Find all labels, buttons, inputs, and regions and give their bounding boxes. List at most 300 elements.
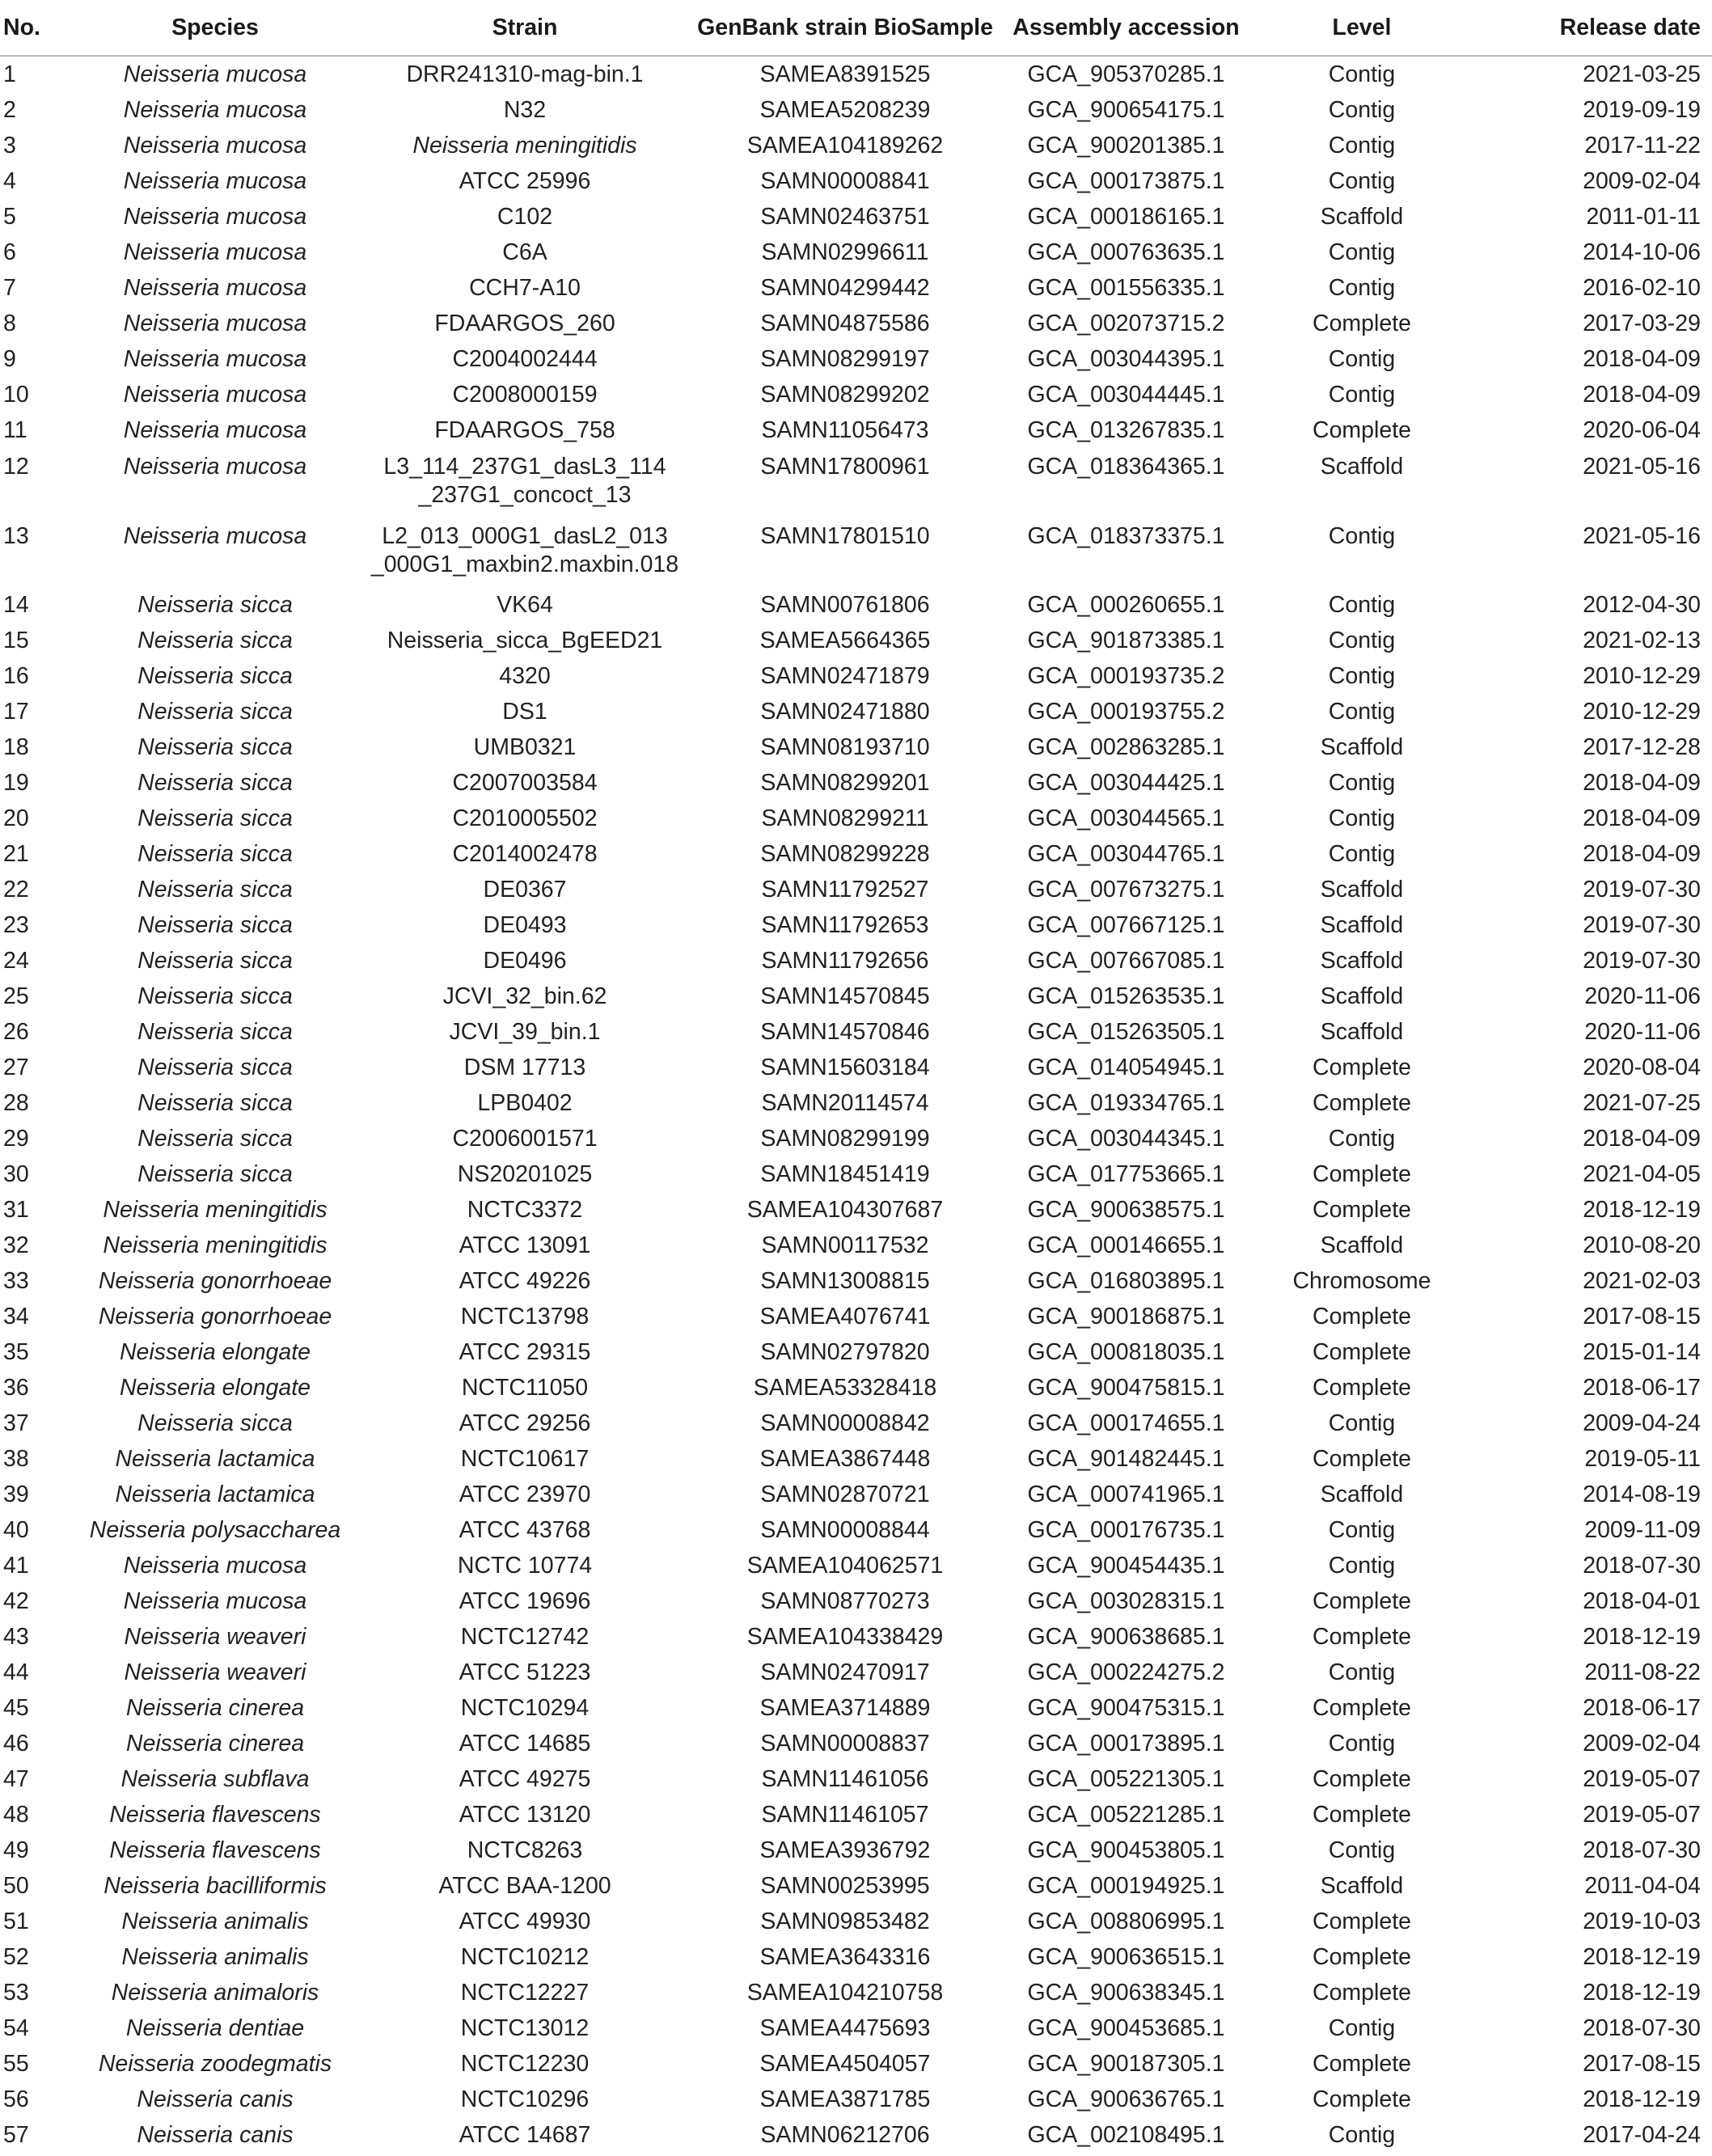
cell-species: Neisseria sicca [137,983,293,1009]
table-row [0,801,1712,836]
cell-no: 53 [3,1979,29,2006]
cell-biosample: SAMEA5208239 [759,96,931,123]
cell-release-date: 2018-06-17 [1583,1374,1701,1401]
cell-strain: NCTC10617 [460,1445,590,1472]
cell-no: 21 [3,840,29,867]
cell-strain: DE0496 [483,947,567,974]
cell-level: Contig [1328,662,1396,689]
cell-assembly-accession: GCA_000173875.1 [1027,167,1225,194]
cell-release-date: 2021-02-03 [1583,1267,1701,1294]
table-row [0,979,1712,1014]
table-row [0,1939,1712,1975]
cell-assembly-accession: GCA_015263535.1 [1027,983,1225,1009]
header-species: Species [71,0,359,56]
table-row [0,2082,1712,2117]
cell-biosample: SAMEA3643316 [759,1943,931,1970]
table-row [0,658,1712,694]
cell-species: Neisseria mucosa [123,1552,307,1579]
cell-species: Neisseria mucosa [123,416,307,443]
cell-release-date: 2016-02-10 [1583,274,1701,301]
cell-no: 57 [3,2121,29,2148]
table-row [0,587,1712,623]
cell-species: Neisseria gonorrhoeae [98,1303,332,1330]
cell-strain: ATCC 14687 [459,2121,591,2148]
cell-biosample: SAMN11056473 [761,416,929,443]
cell-level: Contig [1328,769,1396,796]
header-assembly-accession: Assembly accession [1000,0,1253,56]
cell-strain: ATCC 14685 [459,1730,591,1757]
table-row [0,306,1712,341]
cell-release-date: 2019-07-30 [1583,911,1701,938]
cell-strain: ATCC 29315 [459,1338,591,1365]
cell-no: 11 [3,416,27,443]
table-row [0,56,1712,92]
cell-level: Contig [1328,1410,1396,1436]
cell-assembly-accession: GCA_019334765.1 [1027,1089,1225,1116]
cell-biosample: SAMN11792653 [761,911,929,938]
cell-assembly-accession: GCA_000741965.1 [1027,1481,1225,1507]
cell-assembly-accession: GCA_901873385.1 [1027,627,1225,653]
cell-level: Contig [1328,840,1396,867]
cell-no: 26 [3,1018,29,1045]
cell-no: 37 [3,1410,29,1436]
cell-species: Neisseria canis [137,2121,294,2148]
cell-biosample: SAMN08299201 [760,769,930,796]
table-row [0,623,1712,658]
cell-biosample: SAMN02470917 [760,1659,930,1685]
cell-release-date: 2021-05-16 [1583,454,1701,480]
cell-release-date: 2019-10-03 [1583,1908,1701,1934]
cell-assembly-accession: GCA_900638575.1 [1027,1196,1225,1223]
cell-strain: C2006001571 [452,1125,598,1152]
cell-level: Contig [1328,805,1396,831]
cell-level: Contig [1328,61,1396,87]
cell-species: Neisseria mucosa [123,523,307,549]
cell-strain: NCTC11050 [461,1374,589,1401]
cell-no: 12 [3,454,29,480]
cell-level: Complete [1313,1303,1411,1330]
cell-biosample: SAMEA4475693 [759,2014,931,2041]
cell-level: Complete [1313,1374,1411,1401]
cell-strain: N32 [503,96,547,123]
cell-level: Complete [1313,1943,1411,1970]
cell-no: 40 [3,1516,29,1543]
cell-release-date: 2018-12-19 [1583,1623,1701,1650]
cell-release-date: 2014-10-06 [1583,239,1701,265]
cell-biosample: SAMN08299197 [760,345,930,372]
cell-species: Neisseria sicca [137,876,293,903]
cell-level: Complete [1313,1908,1411,1934]
cell-level: Complete [1313,1054,1411,1080]
cell-strain [359,518,691,587]
cell-release-date: 2017-11-22 [1584,132,1701,159]
cell-species: Neisseria mucosa [123,454,307,480]
cell-biosample: SAMN00761806 [760,591,930,618]
cell-biosample: SAMN04875586 [760,310,930,336]
cell-biosample: SAMN08299228 [760,840,930,867]
cell-no: 1 [3,61,16,87]
cell-assembly-accession: GCA_900453685.1 [1027,2014,1225,2041]
cell-assembly-accession: GCA_000173895.1 [1027,1730,1225,1757]
cell-species: Neisseria sicca [137,1089,293,1116]
cell-species: Neisseria sicca [137,591,293,618]
cell-species: Neisseria meningitidis [103,1196,328,1223]
cell-biosample: SAMN08299199 [760,1125,930,1152]
cell-strain: NCTC10296 [460,2086,590,2112]
cell-no: 39 [3,1481,29,1507]
cell-biosample: SAMN08299202 [760,381,930,408]
cell-species: Neisseria sicca [137,947,293,974]
cell-release-date: 2018-07-30 [1583,2014,1701,2041]
cell-assembly-accession: GCA_003044445.1 [1027,381,1225,408]
cell-species: Neisseria mucosa [123,1587,307,1614]
cell-biosample: SAMN00008844 [760,1516,930,1543]
cell-release-date: 2010-08-20 [1583,1232,1701,1258]
cell-assembly-accession: GCA_000146655.1 [1027,1232,1225,1258]
cell-species: Neisseria sicca [137,662,293,689]
cell-strain: ATCC 23970 [459,1481,591,1507]
cell-assembly-accession: GCA_003044425.1 [1027,769,1225,796]
cell-no: 2 [3,96,16,123]
cell-release-date: 2018-12-19 [1583,2086,1701,2112]
cell-no: 5 [3,203,16,230]
cell-release-date: 2017-08-15 [1583,2050,1701,2077]
cell-no: 8 [3,310,16,336]
table-row [0,729,1712,765]
cell-biosample: SAMN04299442 [760,274,930,301]
cell-no: 45 [3,1694,29,1721]
cell-species: Neisseria mucosa [123,132,307,159]
cell-strain: NCTC3372 [467,1196,583,1223]
table-row [0,1690,1712,1726]
table-body [0,56,1712,2153]
cell-species: Neisseria sicca [137,769,293,796]
cell-strain: NCTC10294 [460,1694,590,1721]
cell-strain: ATCC 25996 [459,167,591,194]
cell-strain: NCTC12227 [460,1979,590,2006]
cell-biosample: SAMN13008815 [760,1267,930,1294]
cell-no: 24 [3,947,29,974]
cell-release-date: 2018-12-19 [1583,1979,1701,2006]
cell-no: 56 [3,2086,29,2112]
cell-strain: C2014002478 [452,840,598,867]
cell-biosample: SAMEA3936792 [759,1837,931,1863]
cell-no: 6 [3,239,16,265]
cell-no: 38 [3,1445,29,1472]
cell-level: Scaffold [1320,733,1404,760]
table-row [0,1477,1712,1512]
cell-release-date: 2020-08-04 [1583,1054,1701,1080]
cell-biosample: SAMN00117532 [761,1232,929,1258]
header-row [0,0,1712,56]
cell-assembly-accession: GCA_905370285.1 [1027,61,1225,87]
cell-release-date: 2019-05-07 [1583,1765,1701,1792]
cell-level: Contig [1328,698,1396,725]
cell-species: Neisseria gonorrhoeae [98,1267,332,1294]
cell-assembly-accession: GCA_003044395.1 [1027,345,1225,372]
cell-no: 42 [3,1587,29,1614]
header-biosample: GenBank strain BioSample [691,0,1000,56]
cell-strain: FDAARGOS_758 [434,416,615,443]
cell-release-date: 2019-09-19 [1583,96,1701,123]
cell-strain: Neisseria meningitidis [412,132,637,159]
cell-species: Neisseria dentiae [125,2014,305,2041]
cell-species: Neisseria animalis [121,1908,309,1934]
cell-no: 34 [3,1303,29,1330]
cell-release-date: 2017-04-24 [1583,2121,1701,2148]
table-row [0,412,1712,448]
cell-species: Neisseria bacilliformis [104,1872,327,1899]
table-row [0,128,1712,163]
cell-strain: CCH7-A10 [469,274,581,301]
cell-no: 22 [3,876,29,903]
cell-no: 41 [3,1552,29,1579]
cell-release-date: 2019-07-30 [1583,876,1701,903]
cell-release-date: 2009-04-24 [1583,1410,1701,1436]
cell-level: Complete [1313,2050,1411,2077]
cell-species: Neisseria mucosa [123,167,307,194]
cell-strain: FDAARGOS_260 [434,310,615,336]
table-row [0,1868,1712,1904]
cell-level: Complete [1313,1196,1411,1223]
cell-strain: DSM 17713 [463,1054,586,1080]
cell-species: Neisseria cinerea [125,1694,305,1721]
cell-strain: ATCC 49930 [459,1908,591,1934]
cell-assembly-accession: GCA_900454435.1 [1027,1552,1225,1579]
header-no: No. [0,0,71,56]
cell-no: 32 [3,1232,29,1258]
cell-no: 9 [3,345,16,372]
cell-no: 16 [3,662,29,689]
cell-strain: UMB0321 [473,733,577,760]
cell-strain: NCTC13798 [460,1303,590,1330]
cell-species: Neisseria sicca [137,1054,293,1080]
cell-biosample: SAMN02471879 [760,662,930,689]
table-row [0,1655,1712,1690]
cell-species: Neisseria mucosa [123,96,307,123]
cell-biosample: SAMN15603184 [760,1054,930,1080]
cell-level: Contig [1328,96,1396,123]
table-row [0,765,1712,801]
cell-level: Contig [1328,1837,1396,1863]
cell-strain: Neisseria_sicca_BgEED21 [387,627,663,653]
cell-species: Neisseria sicca [137,840,293,867]
cell-no: 54 [3,2014,29,2041]
cell-assembly-accession: GCA_000174655.1 [1027,1410,1225,1436]
cell-no: 49 [3,1837,29,1863]
cell-species: Neisseria sicca [137,698,293,725]
table-row [0,1583,1712,1619]
table-row [0,199,1712,235]
cell-strain: ATCC 49275 [459,1765,591,1792]
cell-biosample: SAMN02870721 [760,1481,930,1507]
cell-species: Neisseria mucosa [123,381,307,408]
table-row [0,1797,1712,1833]
table-row [0,1761,1712,1797]
cell-species: Neisseria lactamica [115,1481,315,1507]
cell-level: Complete [1313,1160,1411,1187]
table-row [0,2010,1712,2046]
cell-species: Neisseria elongate [119,1374,311,1401]
table-row [0,1228,1712,1263]
table-row [0,1121,1712,1156]
cell-species: Neisseria animaloris [111,1979,319,2006]
cell-no: 17 [3,698,29,725]
cell-strain: C2007003584 [452,769,598,796]
cell-assembly-accession: GCA_005221285.1 [1027,1801,1225,1828]
cell-biosample: SAMEA104189262 [746,132,944,159]
cell-species: Neisseria sicca [137,1018,293,1045]
cell-assembly-accession: GCA_003044565.1 [1027,805,1225,831]
cell-level: Contig [1328,591,1396,618]
cell-strain-text: L3_114_237G1_dasL3_114 _237G1_concoct_13 [383,454,666,508]
cell-strain: JCVI_32_bin.62 [442,983,607,1009]
cell-assembly-accession: GCA_900636765.1 [1027,2086,1225,2112]
cell-level: Complete [1313,1089,1411,1116]
cell-strain: C2004002444 [452,345,598,372]
cell-level: Complete [1313,2086,1411,2112]
cell-no: 20 [3,805,29,831]
cell-assembly-accession: GCA_002073715.2 [1027,310,1225,336]
cell-biosample: SAMN14570845 [760,983,930,1009]
cell-release-date: 2012-04-30 [1583,591,1701,618]
cell-strain: ATCC 13091 [459,1232,591,1258]
cell-no: 15 [3,627,29,653]
cell-strain: ATCC 29256 [459,1410,591,1436]
cell-biosample: SAMN17801510 [760,523,930,549]
cell-no: 44 [3,1659,29,1685]
table-row [0,1085,1712,1121]
cell-level: Contig [1328,381,1396,408]
table-row [0,1548,1712,1583]
cell-biosample: SAMN08770273 [760,1587,930,1614]
cell-strain: ATCC 13120 [459,1801,591,1828]
cell-assembly-accession: GCA_900475815.1 [1027,1374,1225,1401]
cell-strain: DE0493 [483,911,567,938]
cell-level: Complete [1313,1587,1411,1614]
cell-no: 19 [3,769,29,796]
cell-level: Contig [1328,523,1396,549]
cell-release-date: 2018-04-09 [1583,345,1701,372]
cell-no: 18 [3,733,29,760]
cell-no: 25 [3,983,29,1009]
cell-assembly-accession: GCA_900201385.1 [1027,132,1225,159]
cell-biosample: SAMN18451419 [760,1160,930,1187]
cell-species: Neisseria zoodegmatis [98,2050,332,2077]
cell-strain: ATCC BAA-1200 [438,1872,611,1899]
cell-strain: NCTC8263 [467,1837,583,1863]
cell-release-date: 2009-02-04 [1583,1730,1701,1757]
cell-assembly-accession: GCA_003044345.1 [1027,1125,1225,1152]
cell-strain [359,448,691,518]
cell-release-date: 2018-12-19 [1583,1943,1701,1970]
cell-biosample: SAMEA104062571 [746,1552,944,1579]
cell-release-date: 2018-06-17 [1583,1694,1701,1721]
cell-species: Neisseria cinerea [125,1730,305,1757]
cell-biosample: SAMN17800961 [760,454,930,480]
table-row [0,943,1712,979]
cell-level: Contig [1328,1552,1396,1579]
cell-no: 13 [3,523,29,549]
cell-level: Complete [1313,1445,1411,1472]
table-row [0,2117,1712,2153]
cell-assembly-accession: GCA_900475315.1 [1027,1694,1225,1721]
cell-no: 55 [3,2050,29,2077]
cell-strain: NCTC12742 [460,1623,590,1650]
cell-species: Neisseria mucosa [123,345,307,372]
cell-release-date: 2018-04-09 [1583,1125,1701,1152]
cell-species: Neisseria sicca [137,805,293,831]
cell-strain: DS1 [502,698,547,725]
cell-biosample: SAMN11461057 [761,1801,929,1828]
header-strain: Strain [359,0,691,56]
cell-assembly-accession: GCA_005221305.1 [1027,1765,1225,1792]
cell-level: Contig [1328,1730,1396,1757]
cell-level: Scaffold [1320,1872,1404,1899]
cell-release-date: 2018-04-01 [1583,1587,1701,1614]
table-row [0,1904,1712,1939]
cell-assembly-accession: GCA_018373375.1 [1027,523,1225,549]
cell-assembly-accession: GCA_900187305.1 [1027,2050,1225,2077]
cell-assembly-accession: GCA_007673275.1 [1027,876,1225,903]
cell-strain: C2008000159 [452,381,598,408]
cell-strain: VK64 [497,591,553,618]
cell-no: 29 [3,1125,29,1152]
cell-assembly-accession: GCA_001556335.1 [1027,274,1225,301]
cell-release-date: 2018-12-19 [1583,1196,1701,1223]
cell-strain: JCVI_39_bin.1 [449,1018,601,1045]
cell-level: Contig [1328,345,1396,372]
cell-strain: ATCC 19696 [459,1587,591,1614]
cell-biosample: SAMN09853482 [760,1908,930,1934]
cell-biosample: SAMEA4504057 [759,2050,931,2077]
cell-biosample: SAMN20114574 [761,1089,929,1116]
cell-level: Scaffold [1320,947,1404,974]
cell-no: 33 [3,1267,29,1294]
cell-assembly-accession: GCA_900654175.1 [1027,96,1225,123]
cell-biosample: SAMEA104307687 [746,1196,944,1223]
table-row [0,907,1712,943]
cell-strain: C6A [502,239,547,265]
cell-release-date: 2017-08-15 [1583,1303,1701,1330]
cell-biosample: SAMEA3867448 [759,1445,931,1472]
cell-assembly-accession: GCA_002108495.1 [1027,2121,1225,2148]
cell-release-date: 2017-12-28 [1583,733,1701,760]
cell-level: Contig [1328,167,1396,194]
cell-strain: NCTC13012 [460,2014,590,2041]
cell-level: Scaffold [1320,911,1404,938]
cell-no: 36 [3,1374,29,1401]
table-row [0,163,1712,199]
cell-assembly-accession: GCA_900638685.1 [1027,1623,1225,1650]
header-level: Level [1253,0,1471,56]
cell-species: Neisseria mucosa [123,61,307,87]
table-row [0,836,1712,872]
cell-biosample: SAMN00008842 [760,1410,930,1436]
cell-assembly-accession: GCA_016803895.1 [1027,1267,1225,1294]
table-row [0,872,1712,907]
table-row [0,1156,1712,1192]
cell-assembly-accession: GCA_900636515.1 [1027,1943,1225,1970]
table-row [0,1512,1712,1548]
cell-no: 7 [3,274,16,301]
cell-no: 52 [3,1943,29,1970]
cell-level: Contig [1328,274,1396,301]
cell-species: Neisseria weaveri [124,1623,306,1650]
table-row [0,1014,1712,1050]
cell-strain: NCTC 10774 [457,1552,593,1579]
cell-strain: LPB0402 [477,1089,573,1116]
